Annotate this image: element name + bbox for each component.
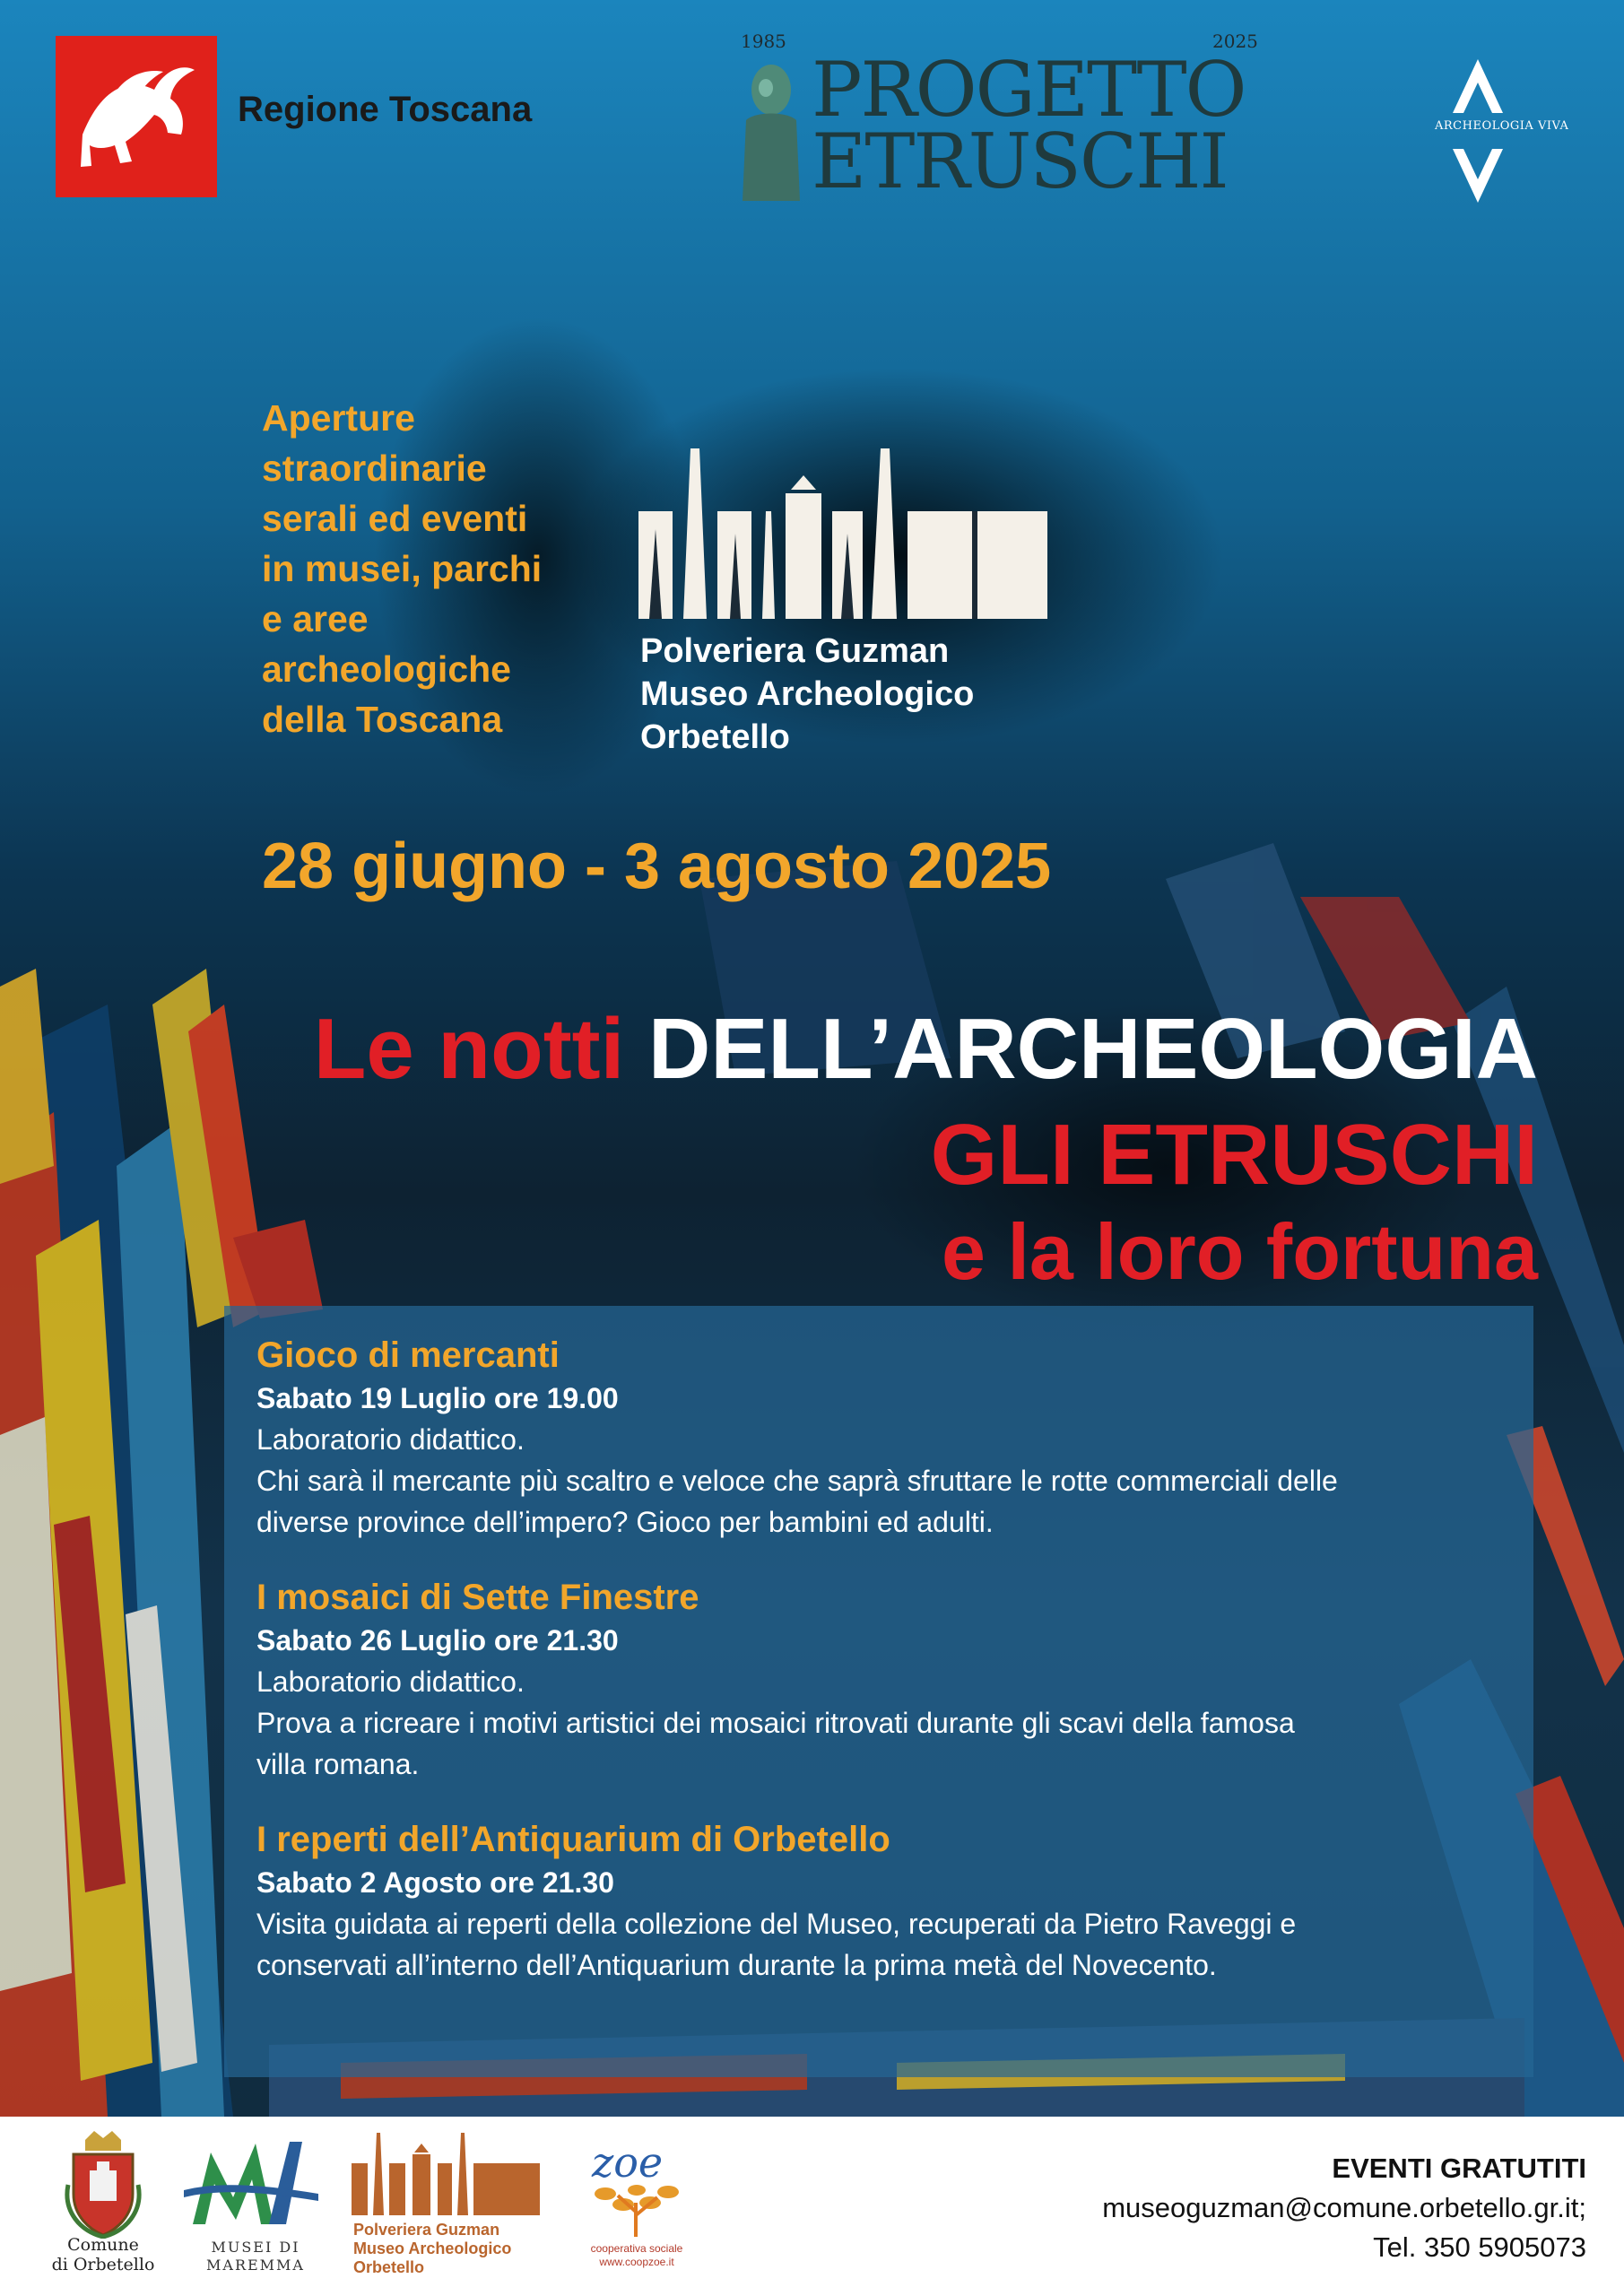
intro-line: della Toscana [262,699,503,740]
event-title: I reperti dell’Antiquarium di Orbetello [256,1820,890,1859]
progetto-line2: ETRUSCHI [812,117,1228,205]
event-description: Laboratorio didattico. Prova a ricreare i motivi artistici dei mosaici ritrovati durante gli scavi della famosa villa romana. [256,1665,1295,1780]
footer-museum-name [353,2221,511,2277]
event-item [256,1817,1501,1986]
event-date: Sabato 2 Agosto ore 21.30 [256,1866,614,1899]
pegasus-icon [56,36,217,197]
intro-line: serali ed eventi [262,498,528,539]
main-title [314,1000,1538,1099]
town-crest-icon [63,2131,143,2239]
comune-label [47,2235,160,2274]
musei-maremma-label [188,2239,323,2274]
contact-phone[interactable]: Tel. 350 5905073 [1373,2231,1586,2263]
progetto-line1: PROGETTO [812,46,1246,134]
footer-museum-line3: Orbetello [353,2258,425,2276]
title-red-part: Le notti [313,1001,648,1097]
musei-maremma-logo-icon [184,2135,327,2233]
title-line3: e la loro fortuna [942,1207,1538,1296]
museum-skyline-small-icon [352,2133,540,2215]
intro-line: e aree [262,598,369,639]
zoe-wordmark: zoe [592,2138,664,2187]
progetto-year-start: 1985 [741,30,786,52]
museum-name [640,630,974,759]
comune-line1: Comune [67,2235,139,2255]
museum-line1: Polveriera Guzman [640,632,950,670]
regione-toscana-logo [56,36,217,197]
progetto-year-end: 2025 [1212,30,1258,52]
intro-line: in musei, parchi [262,548,543,589]
museum-line3: Orbetello [640,718,790,756]
footer-museum-line2: Museo Archeologico [353,2239,512,2257]
title-line2: GLI ETRUSCHI [930,1107,1538,1203]
contact-info [1102,2149,1586,2267]
footer-museum-line1: Polveriera Guzman [353,2221,500,2239]
musei-line1: MUSEI DI [211,2239,300,2256]
musei-line2: MAREMMA [206,2257,305,2274]
intro-text [262,393,603,744]
event-item [256,1575,1501,1785]
intro-line: archeologiche [262,648,511,690]
event-title: I mosaici di Sette Finestre [256,1578,699,1617]
zoe-label [574,2242,699,2269]
events-panel [224,1306,1533,2077]
archeologia-viva-label: ARCHEOLOGIA VIVA [1435,119,1569,133]
zoe-line2: www.coopzoe.it [599,2256,674,2268]
zoe-line1: cooperativa sociale [590,2242,683,2255]
museum-line2: Museo Archeologico [640,675,975,713]
event-title: Gioco di mercanti [256,1335,560,1375]
etruscan-statue-icon [737,57,805,201]
title-white-part: DELL’ARCHEOLOGIA [647,1001,1538,1097]
progetto-etruschi-title [812,46,1260,205]
contact-email[interactable]: museoguzman@comune.orbetello.gr.it; [1102,2192,1586,2223]
intro-line: straordinarie [262,448,487,489]
event-description: Laboratorio didattico. Chi sarà il mercante più scaltro e veloce che saprà sfruttare le rotte commerciali delle diverse province dell’impero? Gioco per bambini ed adulti. [256,1423,1338,1538]
event-item [256,1333,1501,1543]
comune-line2: di Orbetello [51,2255,155,2274]
museum-skyline-icon [637,448,1049,623]
footer [0,2117,1624,2296]
intro-line: Aperture [262,397,415,439]
free-events-label: EVENTI GRATUTITI [1332,2152,1586,2184]
region-name: Regione Toscana [238,90,533,129]
event-date: Sabato 19 Luglio ore 19.00 [256,1382,619,1414]
event-description: Visita guidata ai reperti della collezione del Museo, recuperati da Pietro Raveggi e conservati all’interno dell’Antiquarium durante la prima metà del Novecento. [256,1908,1297,1981]
event-date: Sabato 26 Luglio ore 21.30 [256,1624,619,1657]
event-dates: 28 giugno - 3 agosto 2025 [262,831,1052,902]
